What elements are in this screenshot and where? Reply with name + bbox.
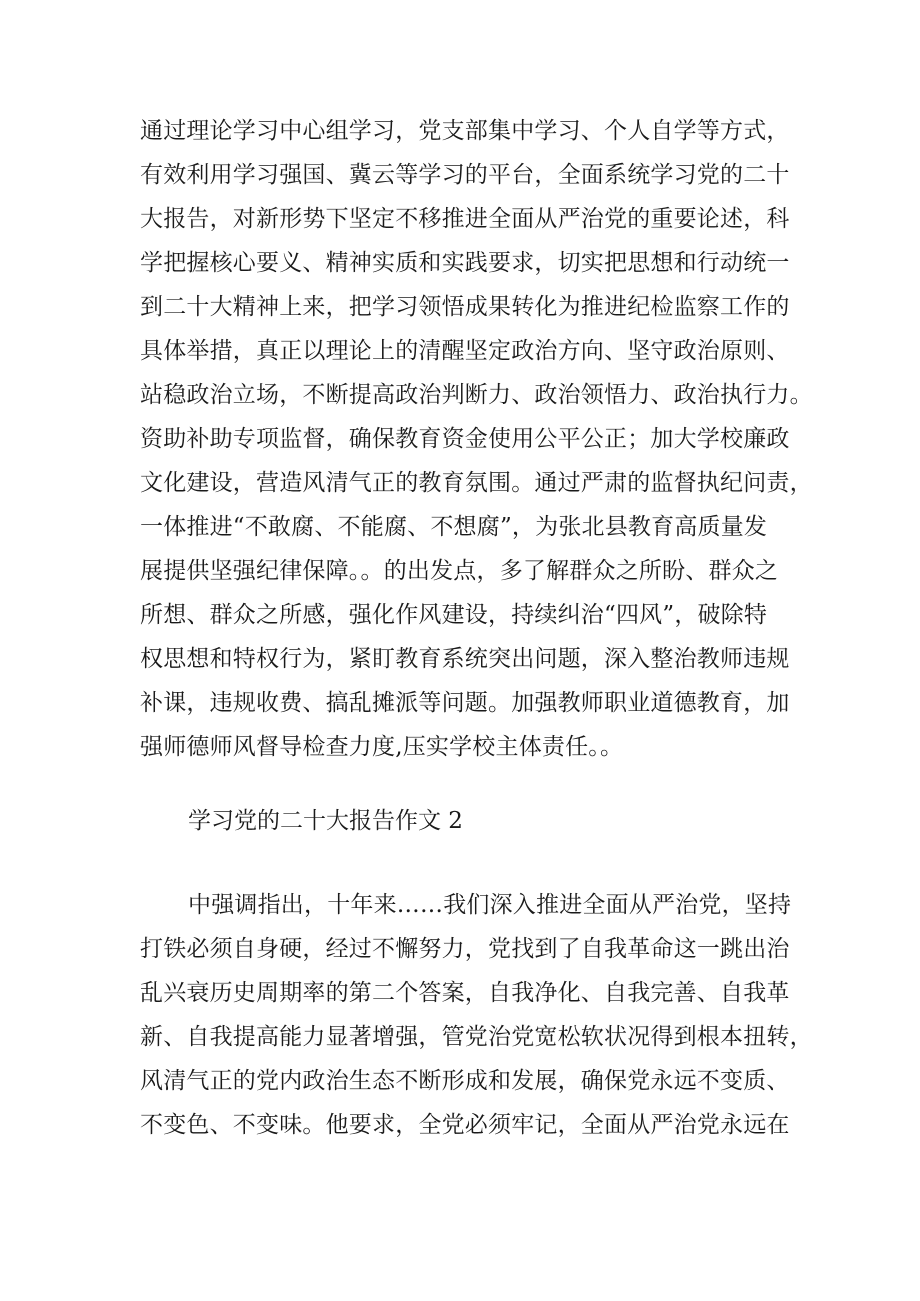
paragraph-line: 打铁必须自身硬，经过不懈努力，党找到了自我革命这一跳出治 [140, 936, 790, 962]
paragraph-line: 中强调指出，十年来……我们深入推进全面从严治党，坚持 [188, 892, 792, 918]
paragraph-line: 资助补助专项监督，确保教育资金使用公平公正；加大学校廉政 [140, 426, 790, 452]
paragraph-line: 大报告，对新形势下坚定不移推进全面从严治党的重要论述，科 [140, 206, 790, 232]
paragraph-line: 风清气正的党内政治生态不断形成和发展，确保党永远不变质、 [140, 1068, 790, 1094]
paragraph-line: 权思想和特权行为，紧盯教育系统突出问题，深入整治教师违规 [140, 646, 790, 672]
paragraph-line: 强师德师风督导检查力度,压实学校主体责任。。 [140, 734, 624, 760]
paragraph-line: 补课，违规收费、搞乱摊派等问题。加强教师职业道德教育，加 [140, 690, 790, 716]
paragraph-line: 一体推进“不敢腐、不能腐、不想腐”，为张北县教育高质量发 [140, 514, 768, 540]
paragraph-line: 不变色、不变味。他要求，全党必须牢记，全面从严治党永远在 [140, 1112, 790, 1138]
paragraph-line: 文化建设，营造风清气正的教育氛围。通过严肃的监督执纪问责， [140, 470, 813, 496]
paragraph-line: 展提供坚强纪律保障。。的出发点，多了解群众之所盼、群众之 [140, 558, 779, 584]
section-heading: 学习党的二十大报告作文 2 [188, 808, 463, 834]
paragraph-line: 通过理论学习中心组学习，党支部集中学习、个人自学等方式， [140, 118, 790, 144]
paragraph-line: 具体举措，真正以理论上的清醒坚定政治方向、坚守政治原则、 [140, 338, 790, 364]
paragraph-line: 到二十大精神上来，把学习领悟成果转化为推进纪检监察工作的 [140, 294, 790, 320]
paragraph-line: 乱兴衰历史周期率的第二个答案，自我净化、自我完善、自我革 [140, 980, 790, 1006]
paragraph-line: 有效利用学习强国、冀云等学习的平台，全面系统学习党的二十 [140, 162, 790, 188]
paragraph-line: 所想、群众之所感，强化作风建设，持续纠治“四风”，破除特 [140, 602, 768, 628]
paragraph-line: 站稳政治立场，不断提高政治判断力、政治领悟力、政治执行力。 [140, 382, 813, 408]
paragraph-line: 学把握核心要义、精神实质和实践要求，切实把思想和行动统一 [140, 250, 790, 276]
paragraph-line: 新、自我提高能力显著增强，管党治党宽松软状况得到根本扭转， [140, 1024, 813, 1050]
